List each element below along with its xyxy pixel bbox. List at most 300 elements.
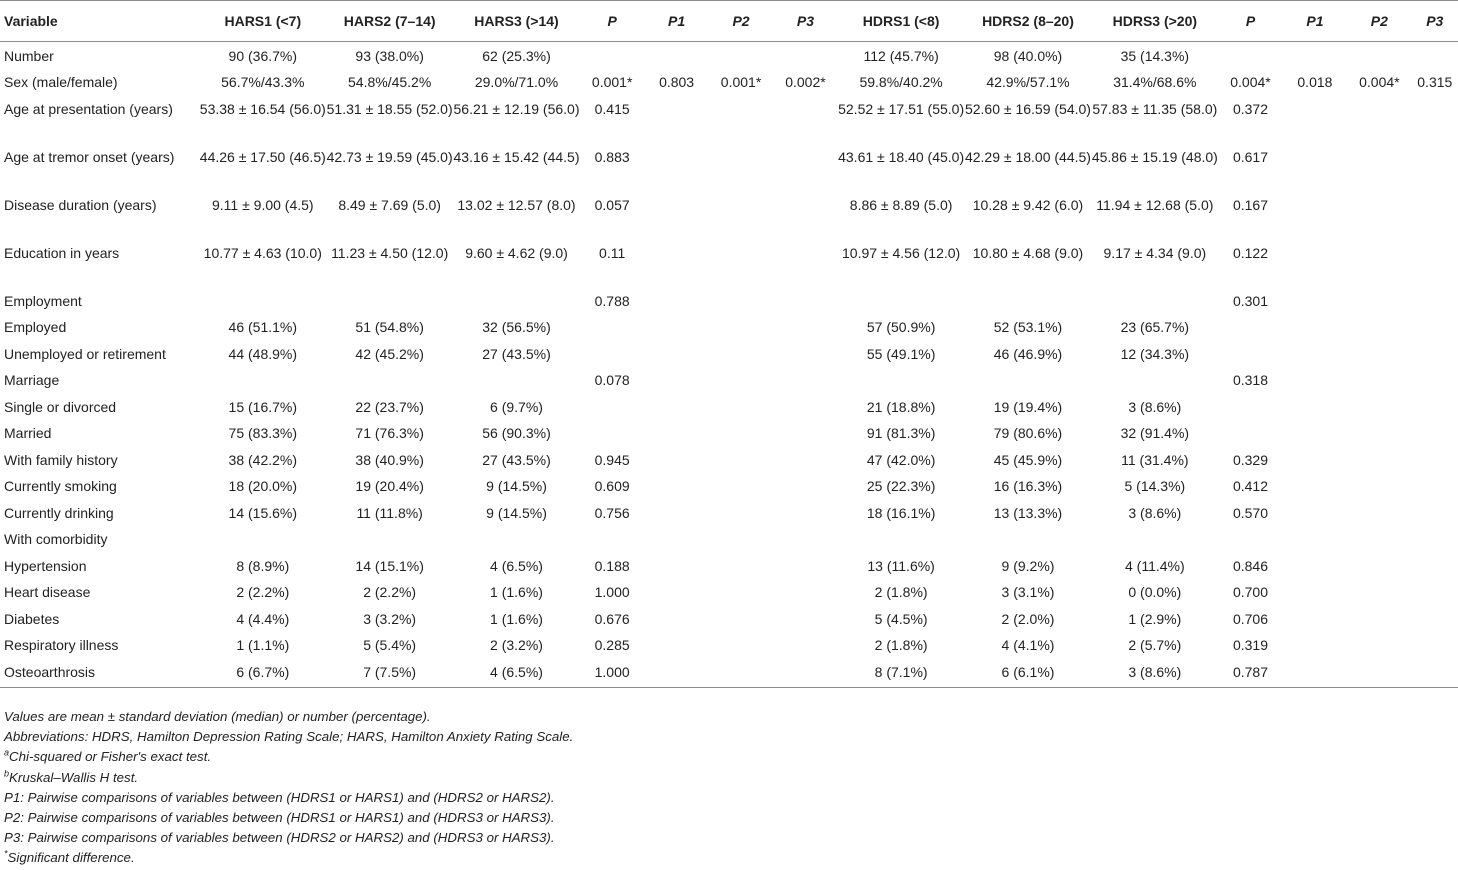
table-cell: 0.700 <box>1232 584 1268 600</box>
table-cell <box>1218 525 1282 552</box>
row-label: Currently drinking <box>4 504 114 521</box>
table-cell <box>580 340 644 367</box>
table-cell <box>773 446 837 473</box>
table-cell <box>1218 419 1282 446</box>
table-cell <box>1283 393 1347 420</box>
row-label: Employed <box>4 319 67 335</box>
table-cell <box>838 366 965 393</box>
table-cell <box>1283 340 1347 367</box>
table-cell <box>644 95 708 143</box>
row-label: Number <box>4 48 54 64</box>
table-cell <box>965 287 1092 314</box>
table-cell <box>644 446 708 473</box>
table-cell <box>644 499 708 526</box>
table-cell: 35 (14.3%) <box>1120 48 1190 64</box>
table-cell: 56.7%/43.3% <box>221 74 305 90</box>
footnote-p3: P3: Pairwise comparisons of variables between (HDRS2 or HARS2) and (HDRS3 or HARS3). <box>4 830 555 846</box>
table-cell <box>709 366 773 393</box>
table-cell: 0.415 <box>594 100 630 117</box>
table-cell <box>773 143 837 191</box>
footnote-abbreviations: Abbreviations: HDRS, Hamilton Depression Rating Scale; HARS, Hamilton Anxiety Rating Scale. <box>4 729 574 745</box>
table-cell: 1 (1.1%) <box>236 637 290 653</box>
table-cell: 31.4%/68.6% <box>1113 74 1197 90</box>
table-cell: 0.319 <box>1232 637 1268 653</box>
table-cell <box>1412 525 1458 552</box>
table-cell: 0.372 <box>1232 100 1268 117</box>
table-cell: 0.001* <box>720 74 762 90</box>
table-cell <box>644 366 708 393</box>
table-cell <box>1347 631 1411 658</box>
table-cell <box>1347 313 1411 340</box>
header-cell-hars-p: P <box>580 1 644 42</box>
table-cell <box>1412 578 1458 605</box>
table-cell: 6 (6.1%) <box>965 658 1092 688</box>
table-cell: 0.285 <box>594 637 630 653</box>
table-cell: 0.002* <box>785 74 826 90</box>
table-row <box>0 605 1458 632</box>
table-cell <box>1347 95 1411 143</box>
table-cell <box>773 472 837 499</box>
table-row <box>0 287 1458 314</box>
header-cell-hars3: HARS3 (>14) <box>453 1 580 42</box>
table-cell: 46 (46.9%) <box>993 345 1063 362</box>
table-cell: 0.001* <box>591 74 633 90</box>
footnote-a-marker: a <box>4 747 10 758</box>
table-cell: 0.846 <box>1232 557 1268 574</box>
row-label: Sex (male/female) <box>4 74 118 90</box>
table-cell: 51.31 ± 18.55 (52.0) <box>326 100 453 117</box>
table-cell <box>709 340 773 367</box>
row-label: With comorbidity <box>4 531 108 547</box>
footnote-star-marker: * <box>4 849 8 859</box>
table-cell: 0 (0.0%) <box>1128 584 1182 600</box>
table-cell <box>773 191 837 239</box>
table-cell: 38 (42.2%) <box>228 451 298 468</box>
table-row <box>0 446 1458 473</box>
table-cell: 11 (11.8%) <box>356 504 423 521</box>
table-cell: 0.078 <box>594 372 630 388</box>
table-row <box>0 95 1458 143</box>
table-cell <box>709 287 773 314</box>
row-label: Employment <box>4 292 82 309</box>
table-cell <box>199 366 326 393</box>
table-row <box>0 552 1458 579</box>
table-cell: 1.000 <box>580 658 644 688</box>
table-cell: 2 (3.2%) <box>490 637 543 653</box>
table-cell <box>709 658 773 688</box>
table-cell <box>1347 419 1411 446</box>
header-cell-hars-p2: P2 <box>709 1 773 42</box>
table-cell <box>1412 42 1458 69</box>
table-cell <box>1412 552 1458 579</box>
table-cell <box>644 287 708 314</box>
table-cell <box>773 340 837 367</box>
row-label: With family history <box>4 451 118 468</box>
table-cell <box>1412 287 1458 314</box>
table-cell <box>709 419 773 446</box>
table-cell <box>1283 143 1347 191</box>
table-row <box>0 525 1458 552</box>
table-cell <box>644 313 708 340</box>
table-cell: 10.28 ± 9.42 (6.0) <box>972 196 1084 213</box>
table-cell <box>1218 340 1282 367</box>
table-cell <box>709 42 773 69</box>
table-cell <box>580 42 644 69</box>
table-cell: 42 (45.2%) <box>355 345 424 362</box>
table-cell <box>1347 605 1411 632</box>
table-cell <box>773 578 837 605</box>
table-cell: 0.167 <box>1232 196 1268 213</box>
table-cell: 4 (4.4%) <box>236 610 290 627</box>
table-cell <box>1218 393 1282 420</box>
table-footnotes <box>4 707 573 869</box>
table-cell <box>453 287 580 314</box>
table-cell <box>453 366 580 393</box>
table-cell: 52.52 ± 17.51 (55.0) <box>838 100 965 117</box>
table-cell: 0.11 <box>599 244 626 261</box>
table-cell: 32 (56.5%) <box>482 319 551 335</box>
table-cell: 0.788 <box>594 292 630 309</box>
table-cell <box>1412 446 1458 473</box>
table-cell: 45 (45.9%) <box>993 451 1063 468</box>
header-cell-hdrs3: HDRS3 (>20) <box>1091 1 1218 42</box>
table-cell: 46 (51.1%) <box>228 319 298 335</box>
table-cell <box>773 658 837 688</box>
table-cell: 0.188 <box>594 557 630 574</box>
table-cell <box>709 143 773 191</box>
table-cell: 6 (9.7%) <box>490 398 543 415</box>
table-cell: 32 (91.4%) <box>1120 425 1190 441</box>
table-cell <box>1412 658 1458 688</box>
table-cell <box>453 525 580 552</box>
row-label: Osteoarthrosis <box>0 658 199 688</box>
table-cell <box>709 95 773 143</box>
row-label: Married <box>4 425 52 441</box>
table-cell <box>773 605 837 632</box>
table-cell: 2 (1.8%) <box>874 584 928 600</box>
table-cell <box>1412 239 1458 287</box>
table-cell: 29.0%/71.0% <box>474 74 559 90</box>
footnote-b-marker: b <box>4 768 10 779</box>
table-cell: 51 (54.8%) <box>355 319 424 335</box>
table-cell: 53.38 ± 16.54 (56.0) <box>199 100 326 117</box>
table-cell <box>1283 287 1347 314</box>
table-cell <box>1283 42 1347 69</box>
table-cell: 93 (38.0%) <box>355 48 424 64</box>
table-cell: 13.02 ± 12.57 (8.0) <box>457 196 576 213</box>
table-row <box>0 239 1458 287</box>
table-cell <box>1283 525 1347 552</box>
table-cell: 1 (1.6%) <box>490 584 543 600</box>
table-row <box>0 68 1458 95</box>
table-cell: 9 (14.5%) <box>486 504 547 521</box>
table-cell: 0.706 <box>1232 610 1268 627</box>
table-cell <box>965 366 1092 393</box>
table-cell <box>1218 313 1282 340</box>
table-cell: 11.23 ± 4.50 (12.0) <box>331 244 449 261</box>
table-cell: 44.26 ± 17.50 (46.5) <box>199 148 326 165</box>
table-cell <box>773 42 837 69</box>
header-cell-hars-p1: P1 <box>644 1 708 42</box>
table-cell: 75 (83.3%) <box>228 425 298 441</box>
table-cell: 2 (1.8%) <box>874 637 928 653</box>
table-cell: 47 (42.0%) <box>866 451 936 468</box>
row-label: Respiratory illness <box>4 637 119 653</box>
table-cell: 0.301 <box>1232 292 1268 309</box>
table-cell: 2 (5.7%) <box>1128 637 1182 653</box>
header-cell-hdrs1: HDRS1 (<8) <box>838 1 965 42</box>
table-cell <box>1283 191 1347 239</box>
table-cell: 0.004* <box>1230 74 1271 90</box>
header-cell-hdrs2: HDRS2 (8–20) <box>965 1 1092 42</box>
table-row <box>0 366 1458 393</box>
table-cell <box>1347 393 1411 420</box>
table-cell <box>1283 366 1347 393</box>
table-row <box>0 631 1458 658</box>
table-cell: 4 (6.5%) <box>453 658 580 688</box>
table-cell <box>580 313 644 340</box>
table-cell <box>965 525 1092 552</box>
table-cell <box>709 393 773 420</box>
table-row <box>0 658 1458 688</box>
table-cell: 98 (40.0%) <box>993 48 1063 64</box>
footnote-p2: P2: Pairwise comparisons of variables between (HDRS1 or HARS1) and (HDRS3 or HARS3). <box>4 810 555 826</box>
table-cell: 0.609 <box>594 478 630 494</box>
table-row <box>0 143 1458 191</box>
table-cell: 23 (65.7%) <box>1120 319 1190 335</box>
table-cell: 4 (4.1%) <box>1001 637 1055 653</box>
footnote-star <box>4 848 573 868</box>
table-cell <box>709 239 773 287</box>
table-cell: 13 (13.3%) <box>993 504 1063 521</box>
table-cell <box>644 658 708 688</box>
table-cell: 12 (34.3%) <box>1120 345 1190 362</box>
table-cell: 42.29 ± 18.00 (44.5) <box>964 148 1091 165</box>
table-cell: 18 (20.0%) <box>228 478 298 494</box>
table-cell <box>1283 239 1347 287</box>
table-cell: 5 (5.4%) <box>363 637 417 653</box>
header-cell-hdrs-p: P <box>1218 1 1282 42</box>
table-cell: 8 (8.9%) <box>236 557 290 574</box>
table-cell <box>644 340 708 367</box>
table-cell <box>326 525 453 552</box>
table-cell: 54.8%/45.2% <box>348 74 432 90</box>
table-cell: 3 (8.6%) <box>1128 504 1182 521</box>
table-cell <box>1347 658 1411 688</box>
table-cell <box>326 366 453 393</box>
table-cell <box>1347 446 1411 473</box>
table-cell: 57.83 ± 11.35 (58.0) <box>1092 100 1218 117</box>
table-cell: 0.412 <box>1232 478 1268 494</box>
table-cell <box>773 287 837 314</box>
table-cell: 57 (50.9%) <box>866 319 936 335</box>
table-cell <box>709 472 773 499</box>
table-cell: 0.883 <box>594 148 630 165</box>
row-label: Heart disease <box>4 584 91 600</box>
table-cell: 27 (43.5%) <box>482 345 551 362</box>
row-label: Currently smoking <box>4 478 117 494</box>
table-cell: 5 (14.3%) <box>1124 478 1186 494</box>
table-cell <box>709 446 773 473</box>
table-cell: 22 (23.7%) <box>355 398 424 415</box>
table-cell <box>773 419 837 446</box>
table-cell: 0.803 <box>659 74 695 90</box>
table-cell: 91 (81.3%) <box>866 425 936 441</box>
table-cell: 90 (36.7%) <box>228 48 298 64</box>
table-cell: 8 (7.1%) <box>838 658 965 688</box>
table-cell <box>1412 605 1458 632</box>
table-cell: 19 (19.4%) <box>993 398 1063 415</box>
row-label: Hypertension <box>4 557 87 574</box>
table-cell <box>580 525 644 552</box>
header-cell-hars2: HARS2 (7–14) <box>326 1 453 42</box>
table-cell <box>1283 631 1347 658</box>
table-cell <box>1347 472 1411 499</box>
footnote-a-text: Chi-squared or Fisher's exact test. <box>9 749 212 765</box>
table-cell <box>838 525 965 552</box>
footnote-p1: P1: Pairwise comparisons of variables between (HDRS1 or HARS1) and (HDRS2 or HARS2). <box>4 789 555 805</box>
table-cell <box>1347 366 1411 393</box>
table-cell <box>1412 191 1458 239</box>
table-cell <box>773 631 837 658</box>
table-cell: 10.77 ± 4.63 (10.0) <box>203 244 322 261</box>
table-cell: 1.000 <box>594 584 630 600</box>
table-cell <box>773 239 837 287</box>
table-cell <box>1412 143 1458 191</box>
table-cell <box>644 631 708 658</box>
table-cell: 0.315 <box>1417 74 1453 90</box>
table-cell: 3 (3.2%) <box>363 610 417 627</box>
table-cell <box>1283 605 1347 632</box>
table-cell <box>1283 95 1347 143</box>
table-row <box>0 499 1458 526</box>
table-row <box>0 42 1458 69</box>
table-cell: 16 (16.3%) <box>993 478 1063 494</box>
table-cell <box>644 525 708 552</box>
header-cell-hdrs-p2: P2 <box>1347 1 1411 42</box>
table-cell <box>644 393 708 420</box>
table-cell: 3 (3.1%) <box>1001 584 1055 600</box>
table-cell: 2 (2.2%) <box>363 584 417 600</box>
table-cell: 11.94 ± 12.68 (5.0) <box>1096 196 1214 213</box>
table-cell: 9.17 ± 4.34 (9.0) <box>1103 244 1207 261</box>
table-cell <box>1283 578 1347 605</box>
table-cell <box>1283 472 1347 499</box>
table-cell: 79 (80.6%) <box>993 425 1063 441</box>
table-cell: 8.49 ± 7.69 (5.0) <box>338 196 441 213</box>
table-cell <box>644 578 708 605</box>
table-cell <box>1347 191 1411 239</box>
table-cell <box>644 143 708 191</box>
table-cell: 44 (48.9%) <box>228 345 298 362</box>
table-cell: 0.945 <box>594 451 630 468</box>
table-cell <box>709 525 773 552</box>
table-cell: 25 (22.3%) <box>866 478 936 494</box>
table-cell: 1 (2.9%) <box>1128 610 1182 627</box>
table-cell: 9 (9.2%) <box>1001 557 1055 574</box>
table-cell: 14 (15.1%) <box>355 557 424 574</box>
table-cell: 43.61 ± 18.40 (45.0) <box>838 148 965 165</box>
table-cell <box>1412 340 1458 367</box>
table-cell <box>773 313 837 340</box>
table-cell <box>1283 446 1347 473</box>
table-row <box>0 472 1458 499</box>
row-label: Disease duration (years) <box>4 196 157 213</box>
table-cell <box>1412 95 1458 143</box>
table-cell <box>199 525 326 552</box>
table-cell: 112 (45.7%) <box>863 48 939 64</box>
table-cell <box>1347 143 1411 191</box>
row-label: Education in years <box>4 244 120 261</box>
table-cell <box>1412 499 1458 526</box>
table-cell: 43.16 ± 15.42 (44.5) <box>453 148 580 165</box>
table-cell <box>1091 287 1218 314</box>
table-cell: 56.21 ± 12.19 (56.0) <box>453 100 580 117</box>
table-cell <box>1412 393 1458 420</box>
table-cell <box>1347 287 1411 314</box>
header-cell-variable: Variable <box>0 1 199 42</box>
table-cell: 0.318 <box>1232 372 1268 388</box>
table-cell <box>773 393 837 420</box>
table-cell: 56 (90.3%) <box>482 425 551 441</box>
table-cell: 4 (11.4%) <box>1125 557 1185 574</box>
table-cell <box>773 552 837 579</box>
table-cell: 42.9%/57.1% <box>986 74 1070 90</box>
table-cell: 52 (53.1%) <box>993 319 1063 335</box>
table-cell <box>1091 525 1218 552</box>
table-cell <box>773 525 837 552</box>
table-cell <box>644 472 708 499</box>
table-cell: 62 (25.3%) <box>482 48 551 64</box>
table-row <box>0 313 1458 340</box>
table-cell: 38 (40.9%) <box>355 451 424 468</box>
header-cell-hdrs-p1: P1 <box>1283 1 1347 42</box>
table-cell: 55 (49.1%) <box>866 345 936 362</box>
table-cell: 4 (6.5%) <box>490 557 543 574</box>
table-cell: 1 (1.6%) <box>490 610 543 627</box>
table-cell <box>580 393 644 420</box>
table-cell <box>644 191 708 239</box>
table-cell: 0.057 <box>594 196 630 213</box>
table-cell: 2 (2.2%) <box>236 584 290 600</box>
table-cell <box>709 552 773 579</box>
table-cell: 6 (6.7%) <box>199 658 326 688</box>
row-label: Diabetes <box>4 610 60 627</box>
table-row <box>0 393 1458 420</box>
header-cell-hars1: HARS1 (<7) <box>199 1 326 42</box>
table-cell: 9 (14.5%) <box>486 478 547 494</box>
table-cell <box>199 287 326 314</box>
table-cell <box>1347 578 1411 605</box>
table-cell <box>1412 631 1458 658</box>
table-cell <box>644 552 708 579</box>
table-cell <box>1283 552 1347 579</box>
table-cell <box>838 287 965 314</box>
table-cell: 5 (4.5%) <box>874 610 928 627</box>
table-cell <box>644 419 708 446</box>
table-cell: 0.122 <box>1232 244 1268 261</box>
row-label: Age at presentation (years) <box>4 100 173 117</box>
table-cell <box>709 605 773 632</box>
table-cell <box>773 95 837 143</box>
table-cell: 59.8%/40.2% <box>859 74 943 90</box>
table-cell <box>1347 552 1411 579</box>
table-cell <box>1347 340 1411 367</box>
table-cell <box>1091 366 1218 393</box>
table-cell: 21 (18.8%) <box>866 398 936 415</box>
table-cell <box>773 499 837 526</box>
table-cell <box>773 366 837 393</box>
